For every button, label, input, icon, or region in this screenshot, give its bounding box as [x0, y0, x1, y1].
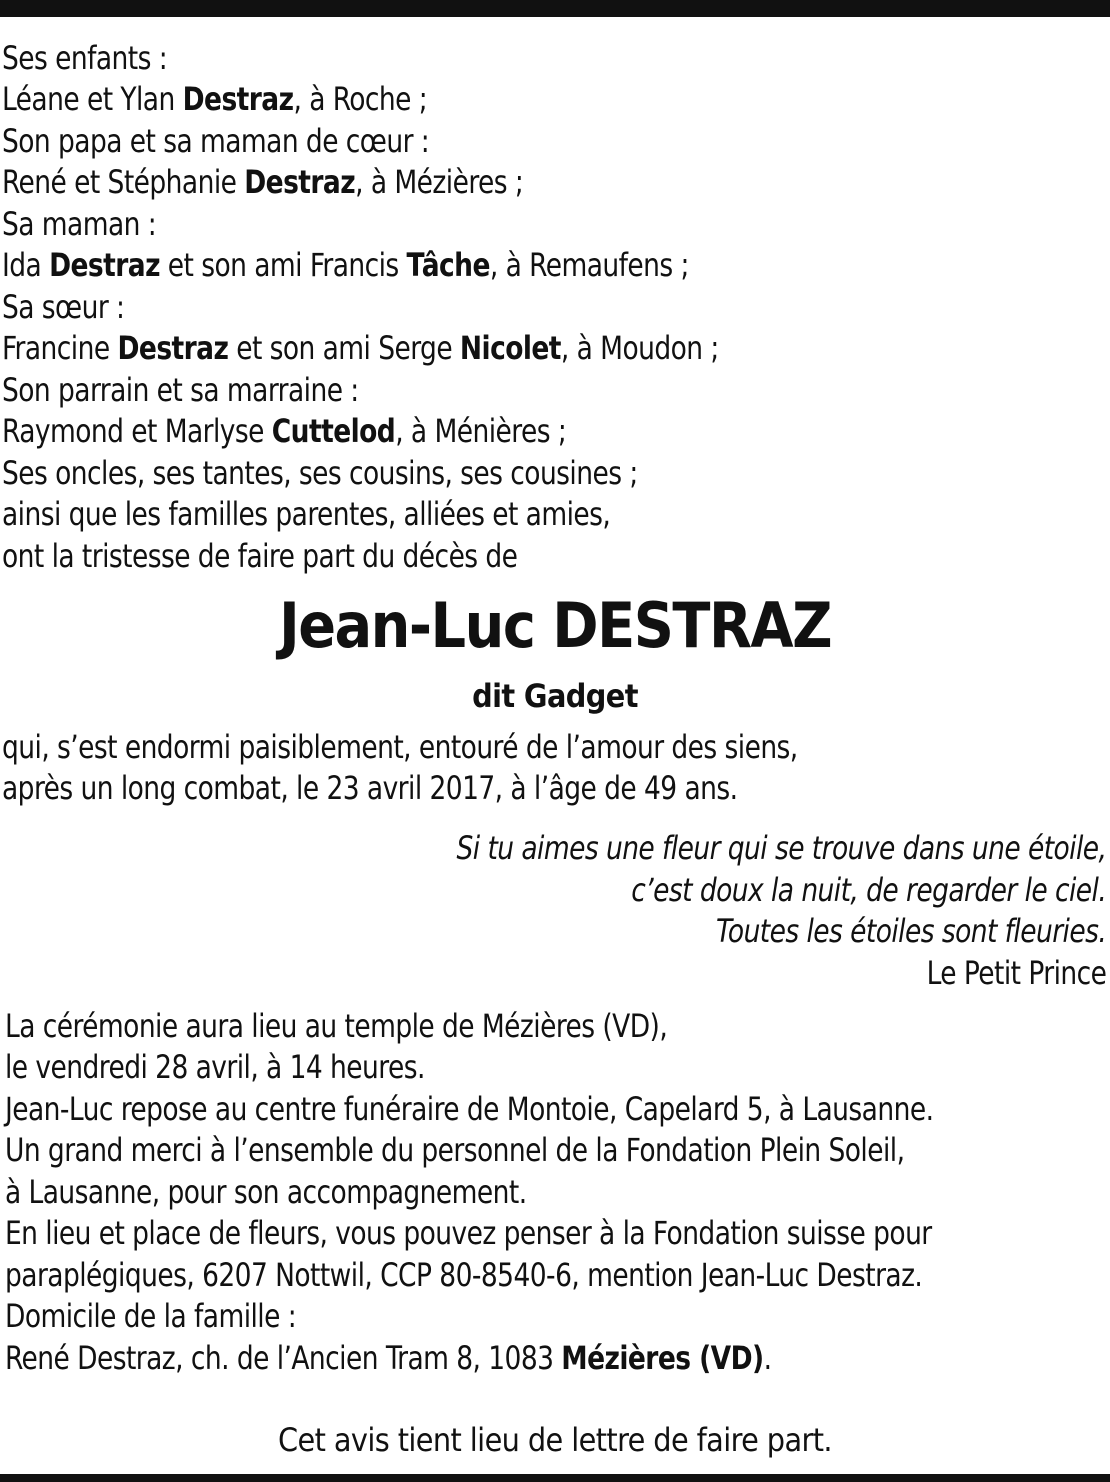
passing-line: qui, s’est endormi paisiblement, entouré de l’amour des siens,: [2, 728, 798, 766]
quote-line: Toutes les étoiles sont fleuries.: [715, 912, 1106, 950]
family-line: Ida Destraz et son ami Francis Tâche, à Remaufens ;: [2, 246, 689, 284]
quote-line: c’est doux la nuit, de regarder le ciel.: [631, 871, 1106, 909]
ceremony-line: Un grand merci à l’ensemble du personnel de la Fondation Plein Soleil,: [5, 1131, 905, 1169]
bottom-rule: [0, 1474, 1110, 1482]
quote-author: Le Petit Prince: [926, 954, 1106, 992]
ceremony-line: le vendredi 28 avril, à 14 heures.: [5, 1048, 425, 1086]
family-line: ont la tristesse de faire part du décès de: [2, 537, 518, 575]
family-line: Léane et Ylan Destraz, à Roche ;: [2, 80, 428, 118]
family-line: René et Stéphanie Destraz, à Mézières ;: [2, 163, 524, 201]
surname: Destraz: [244, 163, 356, 201]
top-rule: [0, 0, 1110, 17]
ceremony-line: à Lausanne, pour son accompagnement.: [5, 1173, 527, 1211]
family-line: Sa maman :: [2, 205, 157, 243]
closing-note: Cet avis tient lieu de lettre de faire part.: [278, 1421, 832, 1459]
family-line: Francine Destraz et son ami Serge Nicolet, à Moudon ;: [2, 329, 719, 367]
family-line: Sa sœur :: [2, 288, 125, 326]
family-line: Son papa et sa maman de cœur :: [2, 122, 430, 160]
surname: Destraz: [117, 329, 229, 367]
ceremony-line: René Destraz, ch. de l’Ancien Tram 8, 1083 Mézières (VD).: [5, 1339, 772, 1377]
deceased-nickname: dit Gadget: [472, 677, 638, 715]
surname: Cuttelod: [271, 412, 396, 450]
ceremony-line: En lieu et place de fleurs, vous pouvez penser à la Fondation suisse pour: [5, 1214, 932, 1252]
ceremony-line: paraplégiques, 6207 Nottwil, CCP 80-8540-6, mention Jean-Luc Destraz.: [5, 1256, 923, 1294]
family-line: Raymond et Marlyse Cuttelod, à Ménières ;: [2, 412, 567, 450]
family-line: Ses enfants :: [2, 39, 168, 77]
ceremony-line: Domicile de la famille :: [5, 1297, 297, 1335]
surname: Destraz: [49, 246, 160, 284]
ceremony-line: Jean-Luc repose au centre funéraire de Montoie, Capelard 5, à Lausanne.: [5, 1090, 934, 1128]
family-line: Ses oncles, ses tantes, ses cousins, ses cousines ;: [2, 454, 638, 492]
quote-line: Si tu aimes une fleur qui se trouve dans une étoile,: [456, 829, 1106, 867]
passing-line: après un long combat, le 23 avril 2017, à l’âge de 49 ans.: [2, 769, 738, 807]
surname: Destraz: [182, 80, 294, 118]
place-name: Mézières (VD): [561, 1339, 764, 1377]
surname: Tâche: [406, 246, 490, 284]
surname: Nicolet: [459, 329, 561, 367]
ceremony-line: La cérémonie aura lieu au temple de Mézières (VD),: [5, 1007, 668, 1045]
family-line: Son parrain et sa marraine :: [2, 371, 359, 409]
family-line: ainsi que les familles parentes, alliées et amies,: [2, 495, 611, 533]
deceased-name: Jean-Luc DESTRAZ: [278, 589, 832, 662]
